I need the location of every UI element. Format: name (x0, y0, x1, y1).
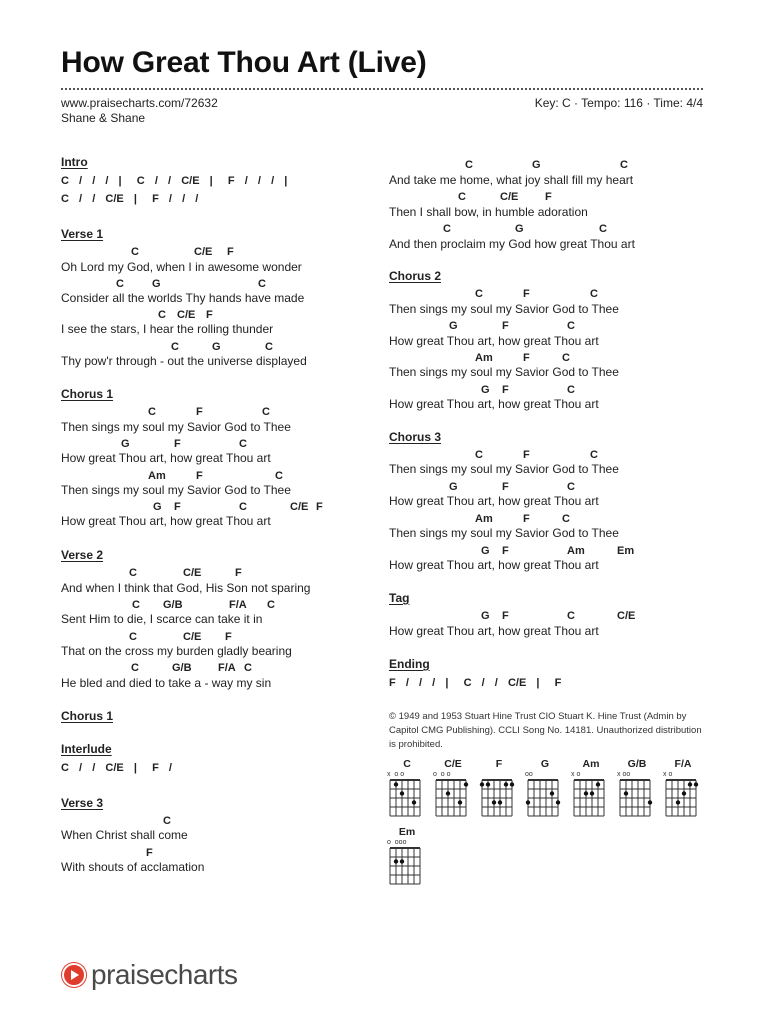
section-title-ending: Ending (389, 657, 430, 671)
play-icon (61, 962, 87, 988)
svg-text:x o o: x o o (387, 771, 405, 778)
chord: C (239, 438, 247, 450)
lyric-line: How great Thou art, how great Thou art (389, 558, 599, 572)
chord: F (502, 320, 509, 332)
chord: G/B (163, 599, 183, 611)
chord: C (567, 384, 575, 396)
chord: C (129, 631, 137, 643)
source-url[interactable]: www.praisecharts.com/72632 (61, 96, 218, 110)
song-title: How Great Thou Art (Live) (61, 46, 427, 79)
lyric-line: With shouts of acclamation (61, 860, 205, 874)
chord: C (599, 223, 607, 235)
chord: Am (475, 352, 493, 364)
chord: Am (567, 545, 585, 557)
chord: F (196, 406, 203, 418)
chord: G (481, 384, 490, 396)
chord: F/A (218, 662, 236, 674)
chord: C (116, 278, 124, 290)
lyric-line: Oh Lord my God, when I in awesome wonder (61, 260, 302, 274)
ending-bars: F / / / | C / / C/E | F (389, 677, 562, 689)
chord: G (121, 438, 130, 450)
chord-diagram-name: Em (398, 826, 416, 838)
chord: F (174, 438, 181, 450)
interlude-bars: C / / C/E | F / (61, 762, 172, 774)
chord: F (502, 384, 509, 396)
chord: C (267, 599, 275, 611)
chord: Am (475, 513, 493, 525)
chord: C (262, 406, 270, 418)
chord: Am (148, 470, 166, 482)
chord: C (239, 501, 247, 513)
lyric-line: When Christ shall come (61, 828, 188, 842)
chord: C (567, 610, 575, 622)
lyric-line: Then sings my soul my Savior God to Thee (389, 365, 619, 379)
chord: F/A (229, 599, 247, 611)
meta-left (61, 96, 218, 126)
chord: C (567, 481, 575, 493)
chord: F (523, 513, 530, 525)
intro-bars-1: C / / / | C / / C/E | F / / / | (61, 175, 288, 187)
svg-text:x o: x o (663, 771, 673, 778)
chord-diagram-name: C/E (444, 758, 462, 770)
chord: F (227, 246, 234, 258)
chord-diagram-name: G (540, 758, 550, 770)
chord-diagram-em (385, 826, 429, 888)
chord-diagram-f (477, 758, 521, 820)
copyright-notice: © 1949 and 1953 Stuart Hine Trust CIO Stuart K. Hine Trust (Admin by Capitol CMG Publishing). CCLI Song No. 14181. Unauthorized distribution is prohibited. (389, 711, 702, 750)
chord-diagram-name: Am (582, 758, 600, 770)
chord: C (590, 449, 598, 461)
chord: F (502, 610, 509, 622)
chord: C (475, 449, 483, 461)
section-title-intro: Intro (61, 155, 88, 169)
chord: C (620, 159, 628, 171)
section-title-chorus-1: Chorus 1 (61, 387, 114, 401)
chord: C (131, 662, 139, 674)
svg-text:o ooo: o ooo (387, 839, 407, 846)
chord-diagram-g-b (615, 758, 659, 820)
chord: C (132, 599, 140, 611)
lyric-line: How great Thou art, how great Thou art (389, 334, 599, 348)
chord: C/E (617, 610, 636, 622)
chord: C (475, 288, 483, 300)
lyric-line: He bled and died to take a - way my sin (61, 676, 272, 690)
lyric-line: Consider all the worlds Thy hands have made (61, 291, 305, 305)
chord: F (146, 847, 153, 859)
chord: G (153, 501, 162, 513)
chord: F (545, 191, 552, 203)
chord: C (458, 191, 466, 203)
lyric-line: And take me home, what joy shall fill my heart (389, 173, 634, 187)
chord-diagram-name: C (403, 758, 411, 770)
fretboard-icon (523, 768, 567, 818)
chord: G (152, 278, 161, 290)
chord: F (174, 501, 181, 513)
chord: C/E (290, 501, 309, 513)
fretboard-icon (615, 768, 659, 818)
lyric-line: Then I shall bow, in humble adoration (389, 205, 588, 219)
chord: G (212, 341, 221, 353)
chord: F (502, 481, 509, 493)
chord: C (171, 341, 179, 353)
section-title-chorus-2: Chorus 2 (389, 269, 442, 283)
chord: F (316, 501, 323, 513)
chord-diagram-name: G/B (627, 758, 647, 770)
chord: F (523, 449, 530, 461)
chord: G/B (172, 662, 192, 674)
chord: C/E (183, 567, 202, 579)
chord-diagram-c-e (431, 758, 475, 820)
lyric-line: And when I think that God, His Son not sparing (61, 581, 311, 595)
chord: C (443, 223, 451, 235)
fretboard-icon (385, 768, 429, 818)
svg-text:o o o: o o o (433, 771, 451, 778)
section-title-verse-1: Verse 1 (61, 227, 104, 241)
song-info: Key: C · Tempo: 116 · Time: 4/4 (534, 96, 703, 110)
chord: C/E (194, 246, 213, 258)
chord: F (235, 567, 242, 579)
svg-text:x oo: x oo (617, 771, 631, 778)
chord: C (158, 309, 166, 321)
chord: C (148, 406, 156, 418)
chord: C/E (177, 309, 196, 321)
lyric-line: I see the stars, I hear the rolling thunder (61, 322, 274, 336)
lyric-line: How great Thou art, how great Thou art (61, 451, 271, 465)
fretboard-icon (569, 768, 613, 818)
lyric-line: How great Thou art, how great Thou art (61, 514, 271, 528)
fretboard-icon (431, 768, 475, 818)
lyric-line: Thy pow'r through - out the universe displayed (61, 354, 307, 368)
chord: F (523, 288, 530, 300)
lyric-line: Then sings my soul my Savior God to Thee (389, 526, 619, 540)
chord: F (196, 470, 203, 482)
lyric-line: Then sings my soul my Savior God to Thee (389, 462, 619, 476)
lyric-line: Sent Him to die, I scarce can take it in (61, 612, 263, 626)
chord: C (562, 513, 570, 525)
svg-text:x o: x o (571, 771, 581, 778)
chord-diagram-g (523, 758, 567, 820)
chord: G (481, 610, 490, 622)
chord: Em (617, 545, 635, 557)
chord: F (206, 309, 213, 321)
chord: G (515, 223, 524, 235)
section-title-verse-3: Verse 3 (61, 796, 104, 810)
chord: C (275, 470, 283, 482)
chord-diagram-name: F (495, 758, 503, 770)
chord-diagram-c (385, 758, 429, 820)
chord: C (590, 288, 598, 300)
lyric-line: How great Thou art, how great Thou art (389, 397, 599, 411)
chord-diagram-am (569, 758, 613, 820)
section-title-verse-2: Verse 2 (61, 548, 104, 562)
section-title-tag: Tag (389, 591, 410, 605)
chord: C (163, 815, 171, 827)
fretboard-icon (385, 836, 429, 886)
chord: G (449, 320, 458, 332)
lyric-line: Then sings my soul my Savior God to Thee (61, 420, 291, 434)
chord: F (502, 545, 509, 557)
chord-diagram-f-a (661, 758, 705, 820)
chord: G (532, 159, 541, 171)
chord: G (449, 481, 458, 493)
chord: G (481, 545, 490, 557)
section-title-chorus-3: Chorus 3 (389, 430, 442, 444)
chord: C (465, 159, 473, 171)
section-title-chorus-1-repeat: Chorus 1 (61, 709, 114, 723)
chord: F (225, 631, 232, 643)
lyric-line: Then sings my soul my Savior God to Thee (389, 302, 619, 316)
chord: C/E (500, 191, 519, 203)
praisecharts-logo[interactable] (61, 957, 238, 993)
chord: F (523, 352, 530, 364)
section-title-interlude: Interlude (61, 742, 112, 756)
brand-name: praisecharts (91, 959, 238, 990)
chord: C (129, 567, 137, 579)
lyric-line: That on the cross my burden gladly bearing (61, 644, 292, 658)
chord: C/E (183, 631, 202, 643)
lyric-line: How great Thou art, how great Thou art (389, 624, 599, 638)
chord: C (258, 278, 266, 290)
intro-bars-2: C / / C/E | F / / / (61, 193, 199, 205)
svg-text:oo: oo (525, 771, 533, 778)
chord: C (244, 662, 252, 674)
chord: C (265, 341, 273, 353)
chord-diagram-name: F/A (674, 758, 692, 770)
lyric-line: Then sings my soul my Savior God to Thee (61, 483, 291, 497)
chord: C (562, 352, 570, 364)
artist-name: Shane & Shane (61, 111, 146, 125)
fretboard-icon (477, 768, 521, 818)
chord: C (131, 246, 139, 258)
fretboard-icon (661, 768, 705, 818)
chord: C (567, 320, 575, 332)
title-divider (61, 88, 703, 90)
lyric-line: And then proclaim my God how great Thou art (389, 237, 635, 251)
lyric-line: How great Thou art, how great Thou art (389, 494, 599, 508)
